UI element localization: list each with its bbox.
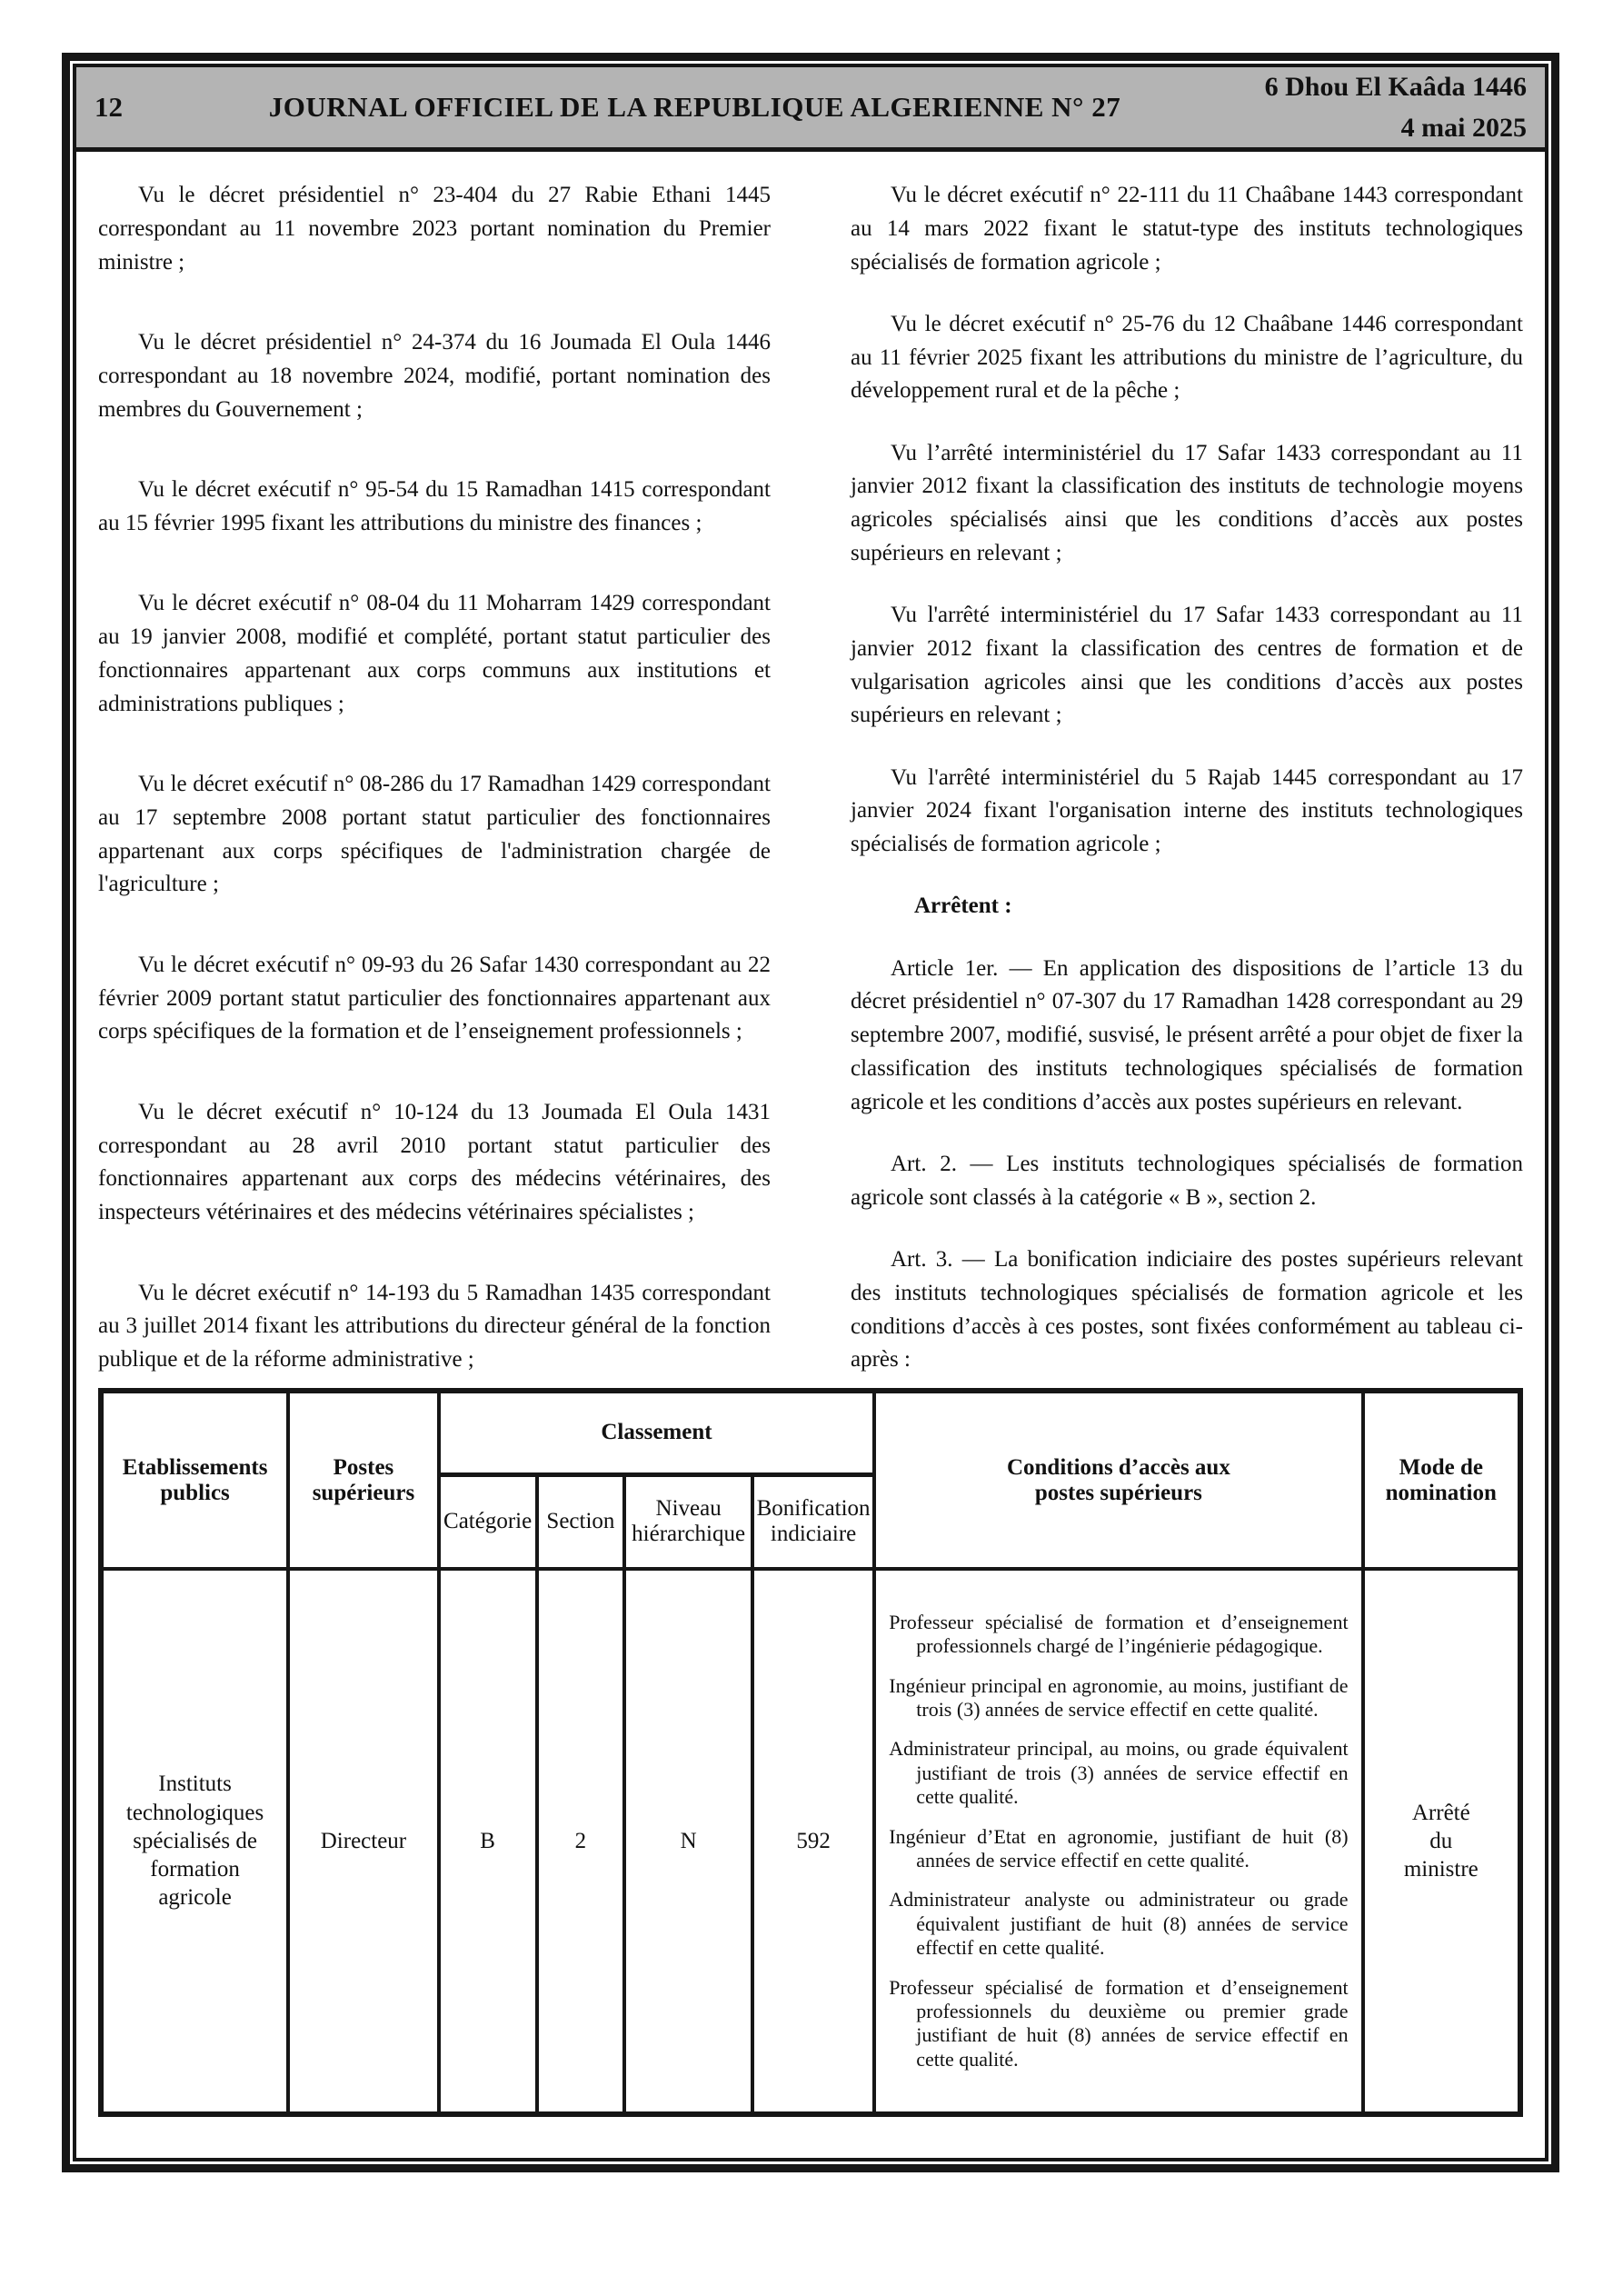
classification-table-wrap	[98, 1388, 1523, 2117]
condition-item: Administrateur principal, au moins, ou grade équivalent justifiant de trois (3) années de service effectif en cette qualité.	[889, 1737, 1349, 1809]
vu-paragraph: Vu le décret exécutif n° 22-111 du 11 Chaâbane 1443 correspondant au 14 mars 2022 fixant le statut-type des instituts technologiques spécialisés de formation agricole ;	[851, 183, 1523, 275]
decision-heading: Arrêtent :	[914, 893, 1012, 919]
vu-paragraph: Vu le décret présidentiel n° 24-374 du 16 Joumada El Oula 1446 correspondant au 18 novembre 2024, modifié, portant nomination des membres du Gouvernement ;	[98, 330, 771, 422]
header-conditions: Conditions d’accès aux postes supérieurs	[874, 1391, 1362, 1569]
cell-categorie: B	[439, 1569, 537, 2114]
vu-paragraph: Vu le décret exécutif n° 08-286 du 17 Ramadhan 1429 correspondant au 17 septembre 2008 portant statut particulier des fonctionnaires appartenant aux corps spécifiques de l'administration chargée de l'agriculture ;	[98, 772, 771, 897]
cell-bonification: 592	[752, 1569, 874, 2114]
header-categorie: Catégorie	[439, 1474, 537, 1569]
right-column	[851, 179, 1523, 1377]
article-paragraph: Art. 2. — Les instituts technologiques spécialisés de formation agricole sont classés à la catégorie « B », section 2.	[851, 1151, 1523, 1210]
page-number: 12	[95, 91, 123, 123]
cell-etablissement: Instituts technologiques spécialisés de formation agricole	[101, 1569, 288, 2114]
header-mode: Mode de nomination	[1363, 1391, 1520, 1569]
cell-conditions	[874, 1569, 1362, 2114]
issue-date-gregorian: 4 mai 2025	[1400, 112, 1527, 143]
article-paragraph: Article 1er. — En application des dispositions de l’article 13 du décret présidentiel n° 07-307 du 17 Ramadhan 1428 correspondant au 29 septembre 2007, modifié, susvisé, le présent arrêté a pour objet de fixer la classification des instituts technologiques spécialisés de formation agricole et les conditions d’accès aux postes supérieurs en relevant.	[851, 955, 1523, 1114]
cell-poste: Directeur	[288, 1569, 439, 2114]
vu-paragraph: Vu l'arrêté interministériel du 5 Rajab 1445 correspondant au 17 janvier 2024 fixant l'organisation interne des instituts technologiques spécialisés de formation agricole ;	[851, 764, 1523, 857]
condition-item: Professeur spécialisé de formation et d’enseignement professionnels chargé de l’ingénierie pédagogique.	[889, 1610, 1349, 1658]
vu-paragraph: Vu le décret exécutif n° 95-54 du 15 Ramadhan 1415 correspondant au 15 février 1995 fixant les attributions du ministre des finances ;	[98, 477, 771, 535]
table-row	[101, 1569, 1520, 2114]
condition-item: Ingénieur d’Etat en agronomie, justifiant de huit (8) années de service effectif en cette qualité.	[889, 1824, 1349, 1872]
vu-paragraph: Vu l'arrêté interministériel du 17 Safar 1433 correspondant au 11 janvier 2012 fixant la classification des centres de formation et de vulgarisation agricoles ainsi que les conditions d’accès aux postes supérieurs en relevant ;	[851, 603, 1523, 728]
article-paragraph: Art. 3. — La bonification indiciaire des postes supérieurs relevant des instituts technologiques spécialisés de formation agricole et les conditions d’accès à ces postes, sont fixées conformément au tableau ci-après :	[851, 1247, 1523, 1373]
vu-paragraph: Vu le décret exécutif n° 09-93 du 26 Safar 1430 correspondant au 22 février 2009 portant statut particulier des fonctionnaires appartenant aux corps spécifiques de la formation et de l’enseignement professionnels ;	[98, 952, 771, 1044]
classification-table	[98, 1388, 1523, 2117]
cell-section: 2	[537, 1569, 625, 2114]
journal-title: JOURNAL OFFICIEL DE LA REPUBLIQUE ALGERIENNE N° 27	[268, 91, 1121, 123]
vu-paragraph: Vu le décret exécutif n° 14-193 du 5 Ramadhan 1435 correspondant au 3 juillet 2014 fixant les attributions du directeur général de la fonction publique et de la réforme administrative ;	[98, 1280, 771, 1373]
page-content	[76, 152, 1545, 2117]
text-columns	[98, 179, 1523, 1377]
header-niveau: Niveau hiérarchique	[624, 1474, 752, 1569]
header-postes: Postes supérieurs	[288, 1391, 439, 1569]
vu-paragraph: Vu le décret exécutif n° 10-124 du 13 Joumada El Oula 1431 correspondant au 28 avril 2010 portant statut particulier des fonctionnaires appartenant aux corps des médecins vétérinaires, des inspecteurs vétérinaires et des médecins vétérinaires spécialistes ;	[98, 1099, 771, 1225]
header-band	[76, 67, 1545, 152]
condition-item: Ingénieur principal en agronomie, au moins, justifiant de trois (3) années de service effectif en cette qualité.	[889, 1673, 1349, 1722]
condition-item: Professeur spécialisé de formation et d’enseignement professionnels du deuxième ou premier grade justifiant de huit (8) années de service effectif en cette qualité.	[889, 1975, 1349, 2071]
vu-paragraph: Vu le décret présidentiel n° 23-404 du 27 Rabie Ethani 1445 correspondant au 11 novembre 2023 portant nomination du Premier ministre ;	[98, 183, 771, 275]
header-section: Section	[537, 1474, 625, 1569]
header-classement: Classement	[439, 1391, 875, 1474]
vu-paragraph: Vu le décret exécutif n° 08-04 du 11 Moharram 1429 correspondant au 19 janvier 2008, modifié et complété, portant statut particulier des fonctionnaires appartenant aux corps communs aux institutions et administrations publiques ;	[98, 591, 771, 716]
page-border-outer	[62, 53, 1559, 2172]
vu-paragraph: Vu l’arrêté interministériel du 17 Safar 1433 correspondant au 11 janvier 2012 fixant la classification des instituts de technologie moyens agricoles spécialisés ainsi que les conditions d’accès aux postes supérieurs en relevant ;	[851, 440, 1523, 565]
header-etablissements: Etablissements publics	[101, 1391, 288, 1569]
page-border-inner	[73, 64, 1548, 2161]
left-column	[98, 179, 771, 1377]
header-bonification: Bonification indiciaire	[752, 1474, 874, 1569]
condition-item: Administrateur analyste ou administrateur ou grade équivalent justifiant de huit (8) années de service effectif en cette qualité.	[889, 1888, 1349, 1960]
cell-niveau: N	[624, 1569, 752, 2114]
issue-date-hijri: 6 Dhou El Kaâda 1446	[1264, 72, 1527, 102]
cell-mode: Arrêté du ministre	[1363, 1569, 1520, 2114]
vu-paragraph: Vu le décret exécutif n° 25-76 du 12 Chaâbane 1446 correspondant au 11 février 2025 fixant les attributions du ministre de l’agriculture, du développement rural et de la pêche ;	[851, 311, 1523, 404]
issue-dates	[1222, 73, 1527, 142]
